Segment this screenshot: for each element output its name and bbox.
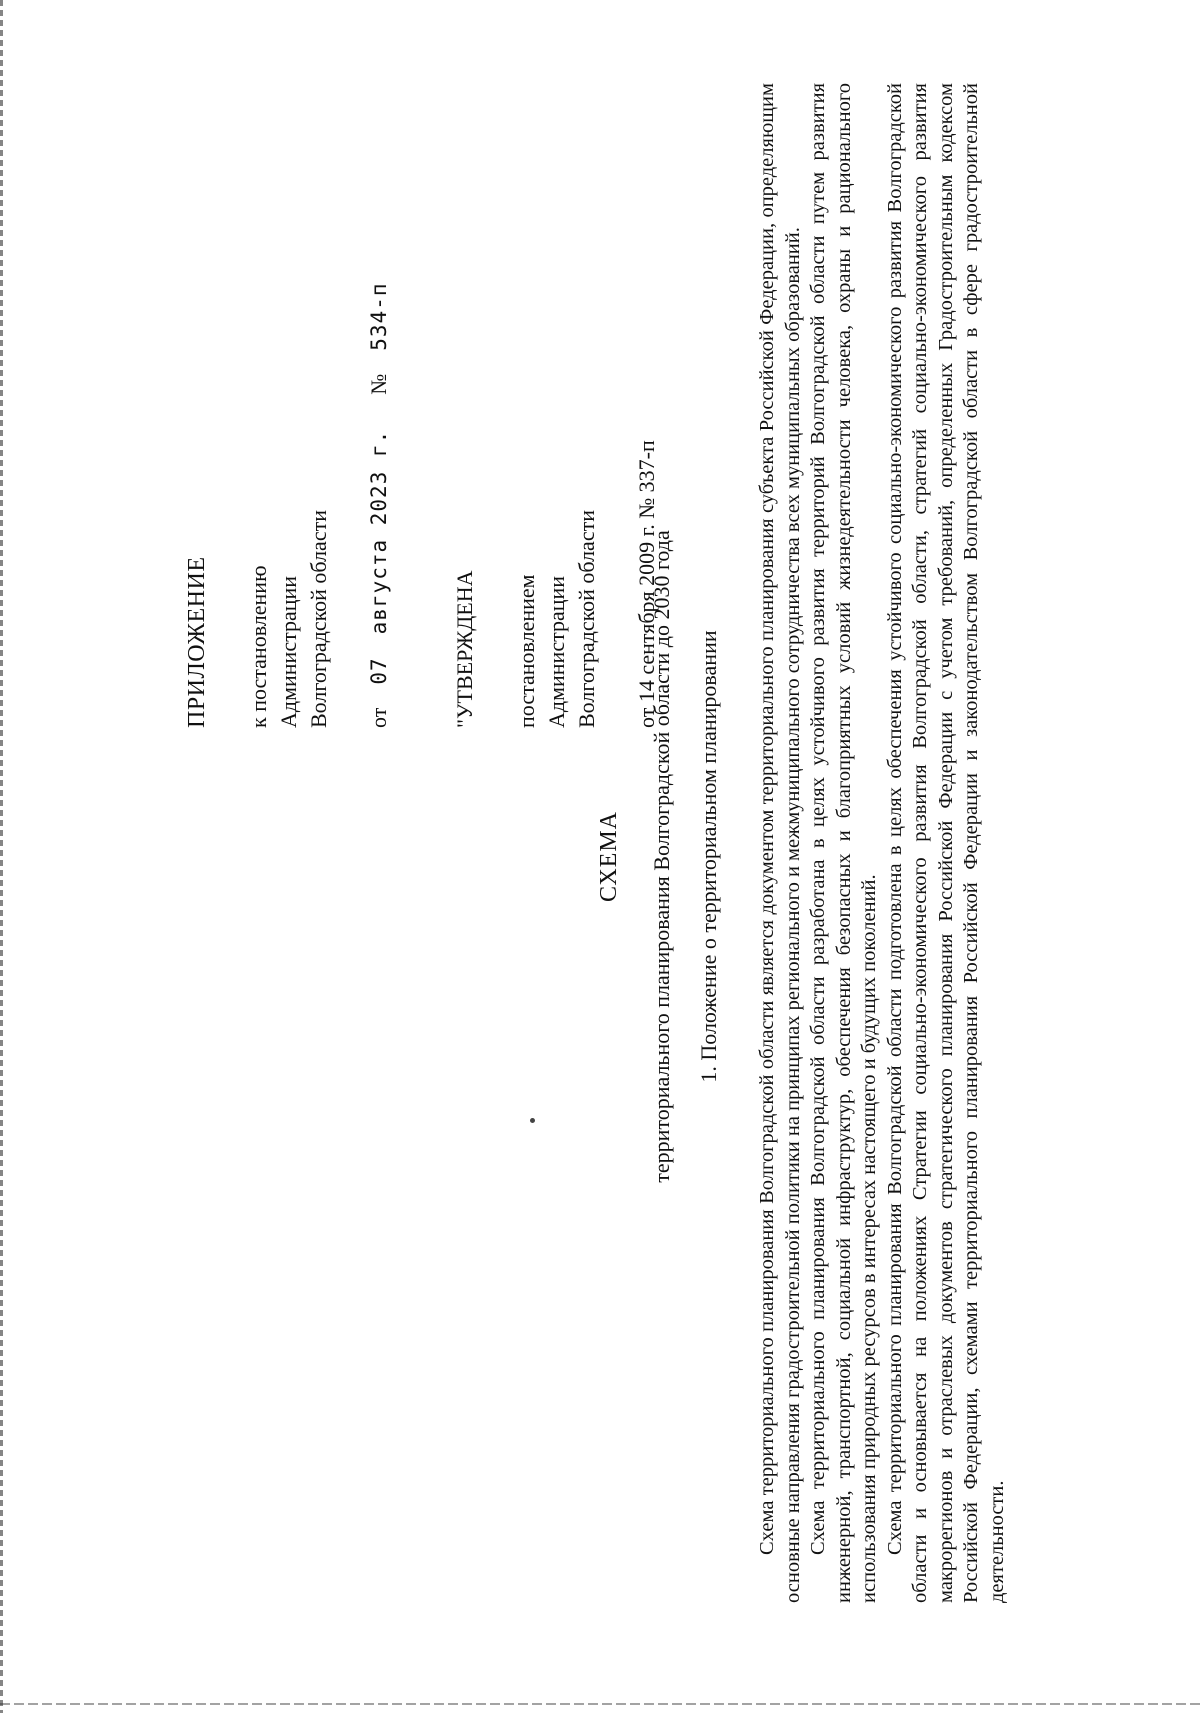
scan-speck: [530, 1118, 535, 1123]
approved-by-resolution: постановлением: [514, 574, 539, 728]
approved-region: Волгоградской области: [574, 510, 599, 728]
date-prefix: от: [366, 707, 391, 728]
document-subtitle: территориального планирования Волгоградской области до 2030 года: [649, 530, 674, 1183]
date-day: 07: [367, 657, 391, 685]
to-resolution-line: к постановлению: [246, 565, 271, 728]
paragraph: Схема территориального планирования Волгоградской области разработана в целях устойчивого развития территорий Волгоградской области путем развития инженерной, транспортной, социальной инфраструктур, обеспечения безопасных и благоприятных условий жизнедеятельности человека, охраны и рационального использования природных ресурсов в интересах настоящего и будущих поколений.: [807, 83, 880, 1603]
appendix-title: ПРИЛОЖЕНИЕ: [184, 556, 210, 728]
resolution-date-line: [364, 108, 394, 728]
number-sign: №: [366, 373, 391, 395]
approved-administration: Администрации: [544, 575, 569, 728]
document-title: СХЕМА: [596, 810, 622, 903]
resolution-number: 534-п: [367, 282, 391, 351]
region-line: Волгоградской области: [306, 510, 331, 728]
original-resolution-date: от 14 сентября 2009 г. № 337-п: [634, 440, 659, 728]
date-month-year: августа 2023 г.: [367, 429, 391, 635]
body-text: [755, 83, 1010, 1603]
section-title: 1. Положение о территориальном планировании: [696, 630, 721, 1083]
appendix-header: [182, 108, 662, 728]
paragraph: Схема территориального планирования Волгоградской области подготовлена в целях обеспечения устойчивого социально-экономического развития Волгоградской области и основывается на положениях Стратегии социально-экономического развития Волгоградской области, стратегий социально-экономического развития макрорегионов и отраслевых документов стратегического планирования Российской Федерации с учетом требований, определенных Градостроительным кодексом Российской Федерации, схемами территориального планирования Российской Федерации и законодательством Волгоградской области в сфере градостроительной деятельности.: [883, 83, 1008, 1603]
approved-label: "УТВЕРЖДЕНА: [452, 570, 477, 728]
administration-line: Администрации: [276, 575, 301, 728]
paragraph: Схема территориального планирования Волгоградской области является документом территориального планирования субъекта Российской Федерации, определяющим основные направления градостроительной политики на принципах регионального и межмуниципального сотрудничества всех муниципальных образований.: [756, 83, 804, 1603]
